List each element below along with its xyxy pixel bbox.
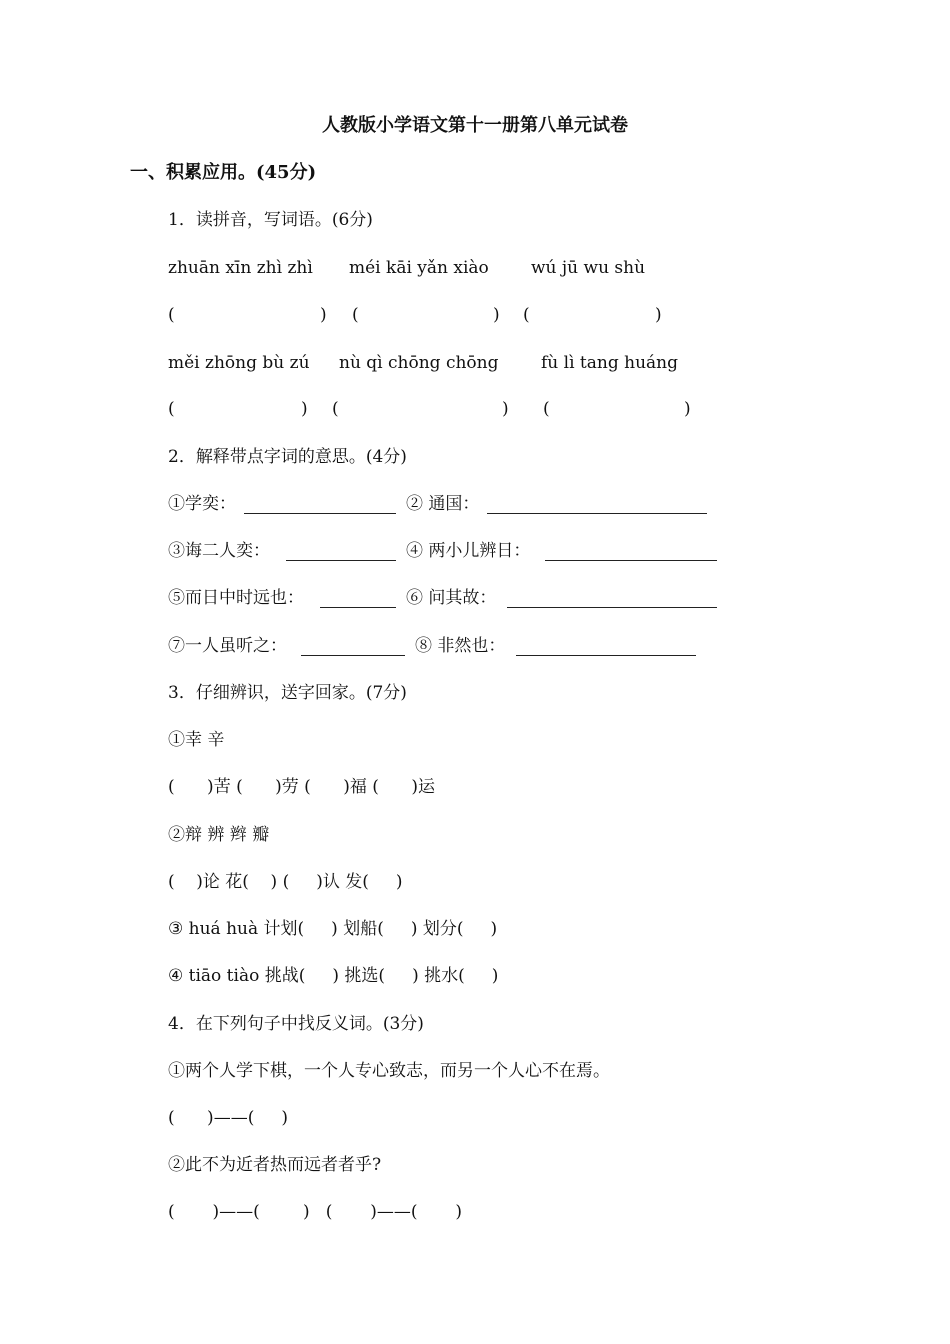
- explain-item-3: ③诲二人奕：: [168, 541, 270, 561]
- explain-item-8: ⑧ 非然也：: [415, 636, 506, 656]
- answer-blank[interactable]: [516, 641, 696, 656]
- explain-item-4: ④ 两小儿辨日：: [406, 541, 531, 561]
- answer-paren-close: ): [320, 305, 327, 325]
- answer-paren-close: ): [493, 305, 500, 325]
- antonym-answer-1: ( )——( ): [168, 1108, 288, 1128]
- char-group-1-fill: ( )苦 ( )劳 ( )福 ( )运: [168, 777, 435, 797]
- question-1-heading: 1．读拼音，写词语。(6分): [168, 210, 373, 230]
- answer-blank[interactable]: [545, 546, 717, 561]
- explain-item-5: ⑤而日中时远也：: [168, 588, 304, 608]
- char-group-1-label: ①幸 辛: [168, 730, 225, 750]
- pinyin-5: nù qì chōng chōng: [339, 353, 499, 373]
- pinyin-1: zhuān xīn zhì zhì: [168, 258, 313, 278]
- pinyin-2: méi kāi yǎn xiào: [349, 258, 489, 278]
- char-group-2-fill: ( )论 花( ) ( )认 发( ): [168, 872, 403, 892]
- answer-paren-open: (: [523, 305, 530, 325]
- explain-item-1: ①学奕：: [168, 494, 236, 514]
- sentence-1: ①两个人学下棋，一个人专心致志，而另一个人心不在焉。: [168, 1061, 610, 1081]
- pinyin-3: wú jū wu shù: [531, 258, 646, 278]
- answer-blank[interactable]: [286, 546, 396, 561]
- pinyin-6: fù lì tang huáng: [541, 353, 678, 373]
- question-4-heading: 4．在下列句子中找反义词。(3分): [168, 1014, 424, 1034]
- char-group-3-fill: ③ huá huà 计划( ) 划船( ) 划分( ): [168, 919, 498, 939]
- answer-blank[interactable]: [244, 499, 396, 514]
- answer-paren-open: (: [168, 399, 175, 419]
- question-2-heading: 2．解释带点字词的意思。(4分): [168, 447, 407, 467]
- answer-paren-close: ): [655, 305, 662, 325]
- answer-paren-close: ): [502, 399, 509, 419]
- answer-blank[interactable]: [487, 499, 707, 514]
- explain-item-2: ② 通国：: [406, 494, 480, 514]
- explain-item-7: ⑦一人虽听之：: [168, 636, 287, 656]
- explain-item-6: ⑥ 问其故：: [406, 588, 497, 608]
- char-group-4-fill: ④ tiāo tiào 挑战( ) 挑选( ) 挑水( ): [168, 966, 499, 986]
- answer-blank[interactable]: [301, 641, 405, 656]
- page-title: 人教版小学语文第十一册第八单元试卷: [322, 115, 628, 136]
- answer-paren-open: (: [352, 305, 359, 325]
- answer-paren-open: (: [168, 305, 175, 325]
- antonym-answer-2: ( )——( ) ( )——( ): [168, 1202, 462, 1222]
- answer-blank[interactable]: [320, 593, 396, 608]
- section-heading-1: 一、积累应用。(45分): [130, 162, 317, 183]
- answer-paren-close: ): [684, 399, 691, 419]
- answer-blank[interactable]: [507, 593, 717, 608]
- pinyin-4: měi zhōng bù zú: [168, 353, 310, 373]
- answer-paren-open: (: [543, 399, 550, 419]
- question-3-heading: 3．仔细辨识，送字回家。(7分): [168, 683, 407, 703]
- char-group-2-label: ②辩 辨 辫 瓣: [168, 825, 270, 845]
- answer-paren-close: ): [301, 399, 308, 419]
- answer-paren-open: (: [332, 399, 339, 419]
- sentence-2: ②此不为近者热而远者者乎?: [168, 1155, 382, 1175]
